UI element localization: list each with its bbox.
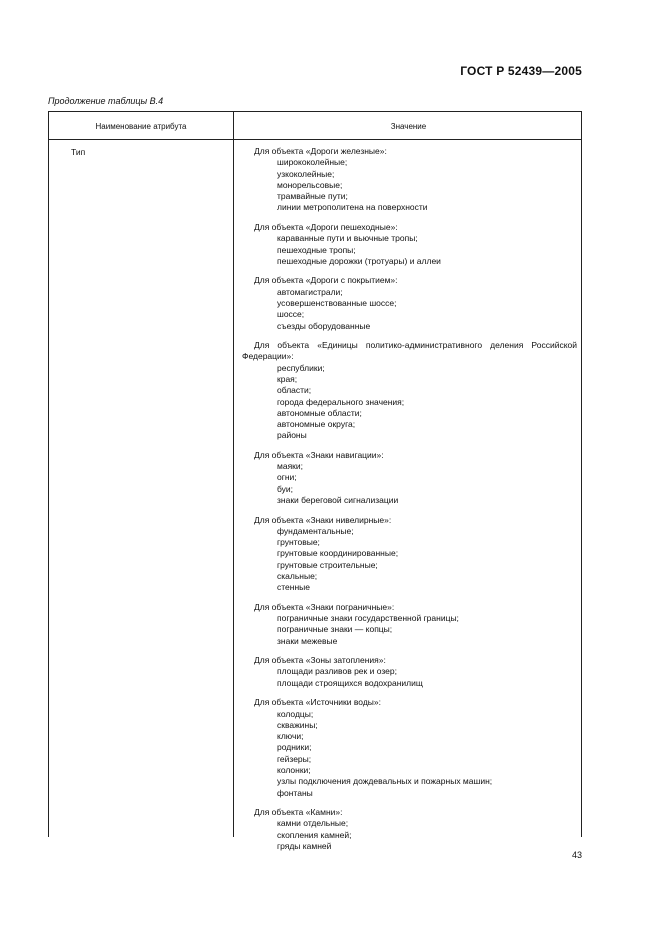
attributes-table [48,111,582,852]
value-group [242,602,577,647]
value-item: грунтовые; [277,537,320,548]
value-group [242,340,577,442]
value-item: маяки; [277,461,304,472]
value-item: пешеходные тропы; [277,244,356,255]
value-group [242,275,577,331]
value-item: стенные [277,582,310,593]
value-item: трамвайные пути; [277,191,348,202]
value-item: усовершенствованные шоссе; [277,297,397,308]
value-item: пешеходные дорожки (тротуары) и аллеи [277,255,441,266]
value-item: пограничные знаки — копцы; [277,624,393,635]
value-item: автономные округа; [277,419,356,430]
value-item: родники; [277,742,312,753]
value-item: буи; [277,483,294,494]
value-item: грунтовые строительные; [277,559,378,570]
value-item: монорельсовые; [277,179,343,190]
group-title: Для объекта «Знаки нивелирные»: [254,514,392,525]
value-item: знаки береговой сигнализации [277,495,399,506]
group-title: Для объекта «Источники воды»: [254,697,381,708]
value-item: фонтаны [277,787,313,798]
group-title: Для объекта «Знаки пограничные»: [254,601,395,612]
column-divider [233,112,234,837]
value-item: города федерального значения; [277,396,405,407]
value-item: площади разливов рек и озер; [277,666,397,677]
value-item: знаки межевые [277,635,338,646]
header-divider [49,139,581,140]
value-item: скальные; [277,571,318,582]
page-number: 43 [571,850,582,860]
document-code: ГОСТ Р 52439—2005 [460,64,582,78]
value-item: автономные области; [277,407,362,418]
value-item: гейзеры; [277,753,312,764]
group-title: Для объекта «Знаки навигации»: [254,449,384,460]
value-item: края; [277,373,298,384]
value-item: огни; [277,472,297,483]
value-item: скопления камней; [277,829,352,840]
value-item: фундаментальные; [277,525,354,536]
value-item: съезды оборудованные [277,320,371,331]
attribute-values [242,146,577,861]
column-header-value: Значение [390,122,427,131]
value-group [242,515,577,594]
value-group [242,146,577,214]
value-item: районы [277,430,307,441]
value-item: колодцы; [277,708,314,719]
attribute-name: Тип [71,147,86,157]
group-title: Для объекта «Дороги с покрытием»: [254,275,398,286]
value-item: шоссе; [277,309,305,320]
column-header-attribute: Наименование атрибута [95,122,187,131]
value-item: грунтовые координированные; [277,548,399,559]
value-item: узкоколейные; [277,168,335,179]
value-item: камни отдельные; [277,818,349,829]
value-group [242,655,577,689]
value-item: линии метрополитена на поверхности [277,202,428,213]
value-item: пограничные знаки государственной границы; [277,613,459,624]
value-group [242,450,577,506]
value-item: площади строящихся водохранилищ [277,677,423,688]
group-title: Для объекта «Единицы политико-административного деления Российской Федерации»: [242,340,577,362]
value-item: области; [277,385,312,396]
value-group [242,807,577,852]
table-caption: Продолжение таблицы В.4 [48,96,164,106]
group-title: Для объекта «Дороги пешеходные»: [254,221,398,232]
value-group [242,697,577,799]
value-item: скважины; [277,719,318,730]
value-item: караванные пути и вьючные тропы; [277,233,418,244]
value-item: ключи; [277,731,304,742]
value-item: узлы подключения дождевальных и пожарных машин; [277,776,493,787]
value-item: колонки; [277,765,311,776]
group-title: Для объекта «Дороги железные»: [254,146,387,156]
value-item: ширококолейные; [277,157,348,168]
value-item: республики; [277,362,325,373]
group-title: Для объекта «Камни»: [254,807,343,818]
group-title: Для объекта «Зоны затопления»: [254,655,386,666]
value-group [242,222,577,267]
value-item: гряды камней [277,841,332,852]
value-item: автомагистрали; [277,286,343,297]
